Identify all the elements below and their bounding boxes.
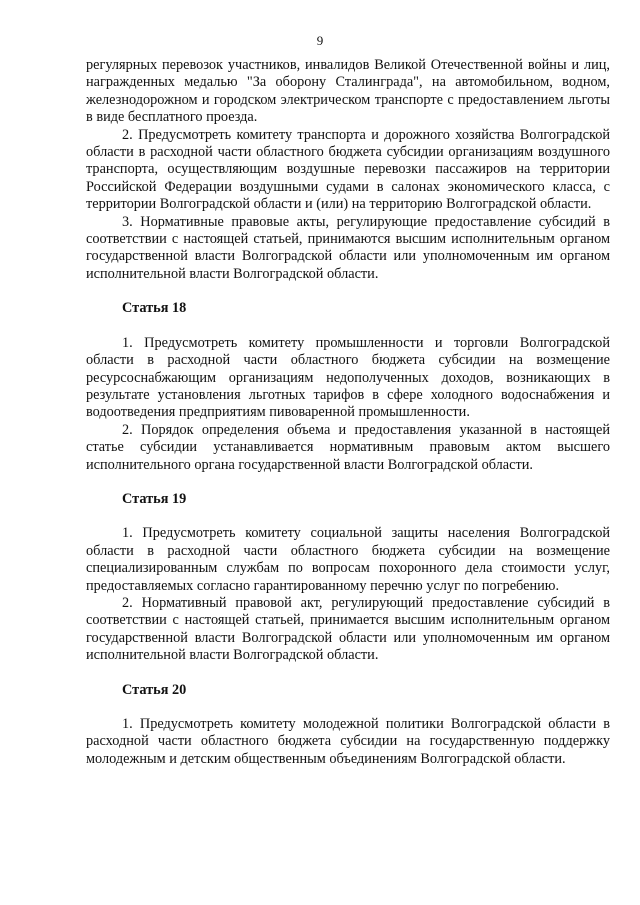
article-18-heading: Статья 18 (122, 300, 187, 317)
article-18-paragraph-1: 1. Предусмотреть комитету промышленности и торговли Волгоградской области в расходной части областного бюджета субсидии на возмещение ресурсоснабжающим организациям недополученных доходов, возникающих в результате установления льготных тарифов в сфере холодного водоснабжения и водоотведения предприятиям пивоваренной промышленности. (86, 334, 610, 421)
article-18 (86, 300, 610, 474)
article-20 (86, 682, 610, 769)
article-20-paragraph-1: 1. Предусмотреть комитету молодежной политики Волгоградской области в расходной части областного бюджета субсидии на государственную поддержку молодежным и детским общественным объединениям Волгоградской области. (86, 716, 610, 767)
article-19-paragraph-2: 2. Нормативный правовой акт, регулирующий предоставление субсидий в соответствии с настоящей статьей, принимается высшим исполнительным органом государственной власти Волгоградской области или уполномоченным им органом исполнительной власти Волгоградской области. (86, 594, 610, 664)
document-body (86, 57, 610, 768)
paragraph-2: 2. Предусмотреть комитету транспорта и дорожного хозяйства Волгоградской области в расходной части областного бюджета субсидии организациям воздушного транспорта, осуществляющим воздушные перевозки пассажиров на территории Российской Федерации воздушными судами в салонах экономического класса, с территории Волгоградской области и (или) на территорию Волгоградской области. (86, 126, 610, 213)
article-19-paragraph-1: 1. Предусмотреть комитету социальной защиты населения Волгоградской области в расходной части областного бюджета субсидии на возмещение специализированным службам по вопросам похоронного дела стоимости услуг, предоставляемых согласно гарантированному перечню услуг по погребению. (86, 525, 610, 594)
page-number: 9 (316, 33, 324, 48)
article-18-paragraph-2: 2. Порядок определения объема и предоставления указанной в настоящей статье субсидии устанавливается нормативным правовым актом высшего исполнительного органа государственной власти Волгоградской области. (86, 421, 610, 473)
article-19-heading: Статья 19 (122, 490, 187, 507)
article-19 (86, 491, 610, 665)
article-20-heading: Статья 20 (122, 681, 187, 698)
continuation-paragraph: регулярных перевозок участников, инвалидов Великой Отечественной войны и лиц, награжденных медалью "За оборону Сталинграда", на автомобильном, водном, железнодорожном и городском электрическом транспорте с предоставлением льготы в виде бесплатного проезда. (86, 57, 610, 126)
paragraph-3: 3. Нормативные правовые акты, регулирующие предоставление субсидий в соответствии с настоящей статьей, принимаются высшим исполнительным органом государственной власти Волгоградской области или уполномоченным им органом исполнительной власти Волгоградской области. (86, 213, 610, 282)
